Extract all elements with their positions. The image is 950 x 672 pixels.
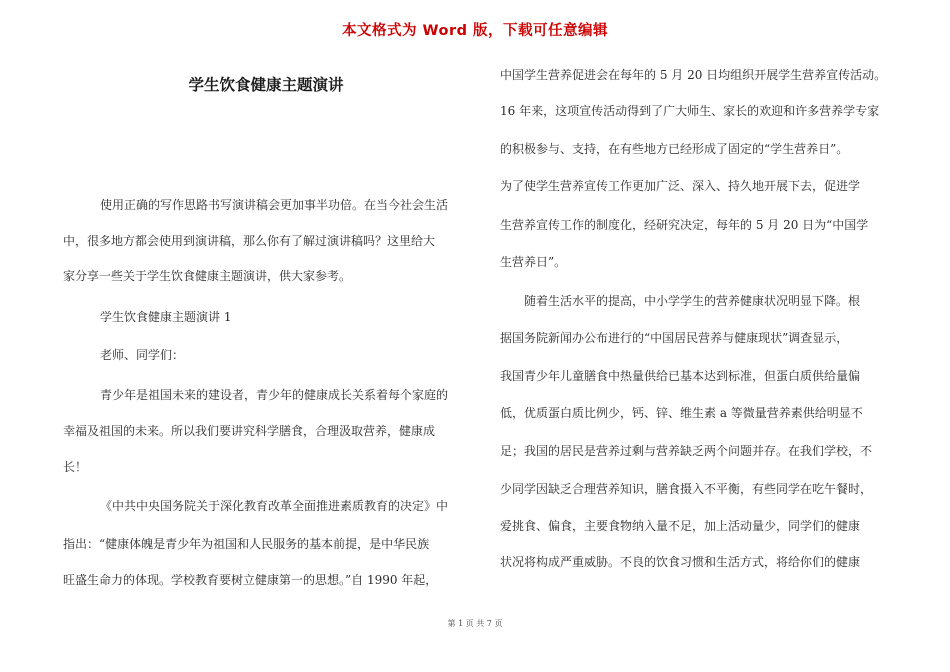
text-line: 幸福及祖国的未来。所以我们要讲究科学膳食，合理汲取营养，健康成	[63, 424, 436, 438]
text-line: 长！	[63, 460, 88, 474]
text-line: 为了使学生营养宣传工作更加广泛、深入、持久地开展下去，促进学	[500, 179, 861, 193]
text-line: 青少年是祖国未来的建设者，青少年的健康成长关系着每个家庭的	[100, 388, 449, 402]
page-number: 第 1 页 共 7 页	[447, 619, 503, 628]
text-line: 家分享一些关于学生饮食健康主题演讲，供大家参考。	[63, 269, 352, 283]
text-line: 指出：“健康体魄是青少年为祖国和人民服务的基本前提，是中华民族	[63, 537, 430, 551]
document-title: 学生饮食健康主题演讲	[188, 76, 344, 94]
text-line: 少同学因缺乏合理营养知识，膳食摄入不平衡，有些同学在吃午餐时，	[500, 482, 873, 496]
text-line: 的积极参与、支持，在有些地方已经形成了固定的“学生营养日”。	[500, 142, 849, 156]
text-line: 生营养日”。	[500, 255, 567, 269]
text-line: 低，优质蛋白质比例少，钙、锌、维生素 a 等微量营养素供给明显不	[500, 406, 863, 420]
text-line: 足；我国的居民是营养过剩与营养缺乏两个问题并存。在我们学校，不	[500, 444, 873, 458]
text-line: 据国务院新闻办公布进行的“中国居民营养与健康现状”调查显示，	[500, 331, 849, 345]
text-line: 旺盛生命力的体现。学校教育要树立健康第一的思想。”自 1990 年起，	[63, 573, 438, 587]
text-line: 《中共中央国务院关于深化教育改革全面推进素质教育的决定》中	[100, 499, 449, 513]
text-line: 中，很多地方都会使用到演讲稿，那么你有了解过演讲稿吗？这里给大	[63, 234, 436, 248]
text-line: 状况将构成严重威胁。不良的饮食习惯和生活方式，将给你们的健康	[500, 555, 861, 569]
format-banner: 本文格式为 Word 版，下载可任意编辑	[341, 23, 609, 39]
text-line: 随着生活水平的提高，中小学学生的营养健康状况明显下降。根	[524, 294, 861, 308]
text-line: 爱挑食、偏食，主要食物纳入量不足，加上活动量少，同学们的健康	[500, 519, 861, 533]
text-line: 生营养宣传工作的制度化，经研究决定，每年的 5 月 20 日为“中国学	[500, 218, 869, 232]
text-line: 中国学生营养促进会在每年的 5 月 20 日均组织开展学生营养宣传活动。	[500, 68, 887, 82]
text-line: 我国青少年儿童膳食中热量供给已基本达到标准，但蛋白质供给量偏	[500, 369, 861, 383]
text-line: 16 年来，这项宣传活动得到了广大师生、家长的欢迎和许多营养学专家	[500, 104, 880, 118]
text-line: 使用正确的写作思路书写演讲稿会更加事半功倍。在当今社会生活	[100, 198, 449, 212]
salutation: 老师、同学们：	[100, 348, 185, 362]
section-heading: 学生饮食健康主题演讲 1	[100, 310, 232, 324]
